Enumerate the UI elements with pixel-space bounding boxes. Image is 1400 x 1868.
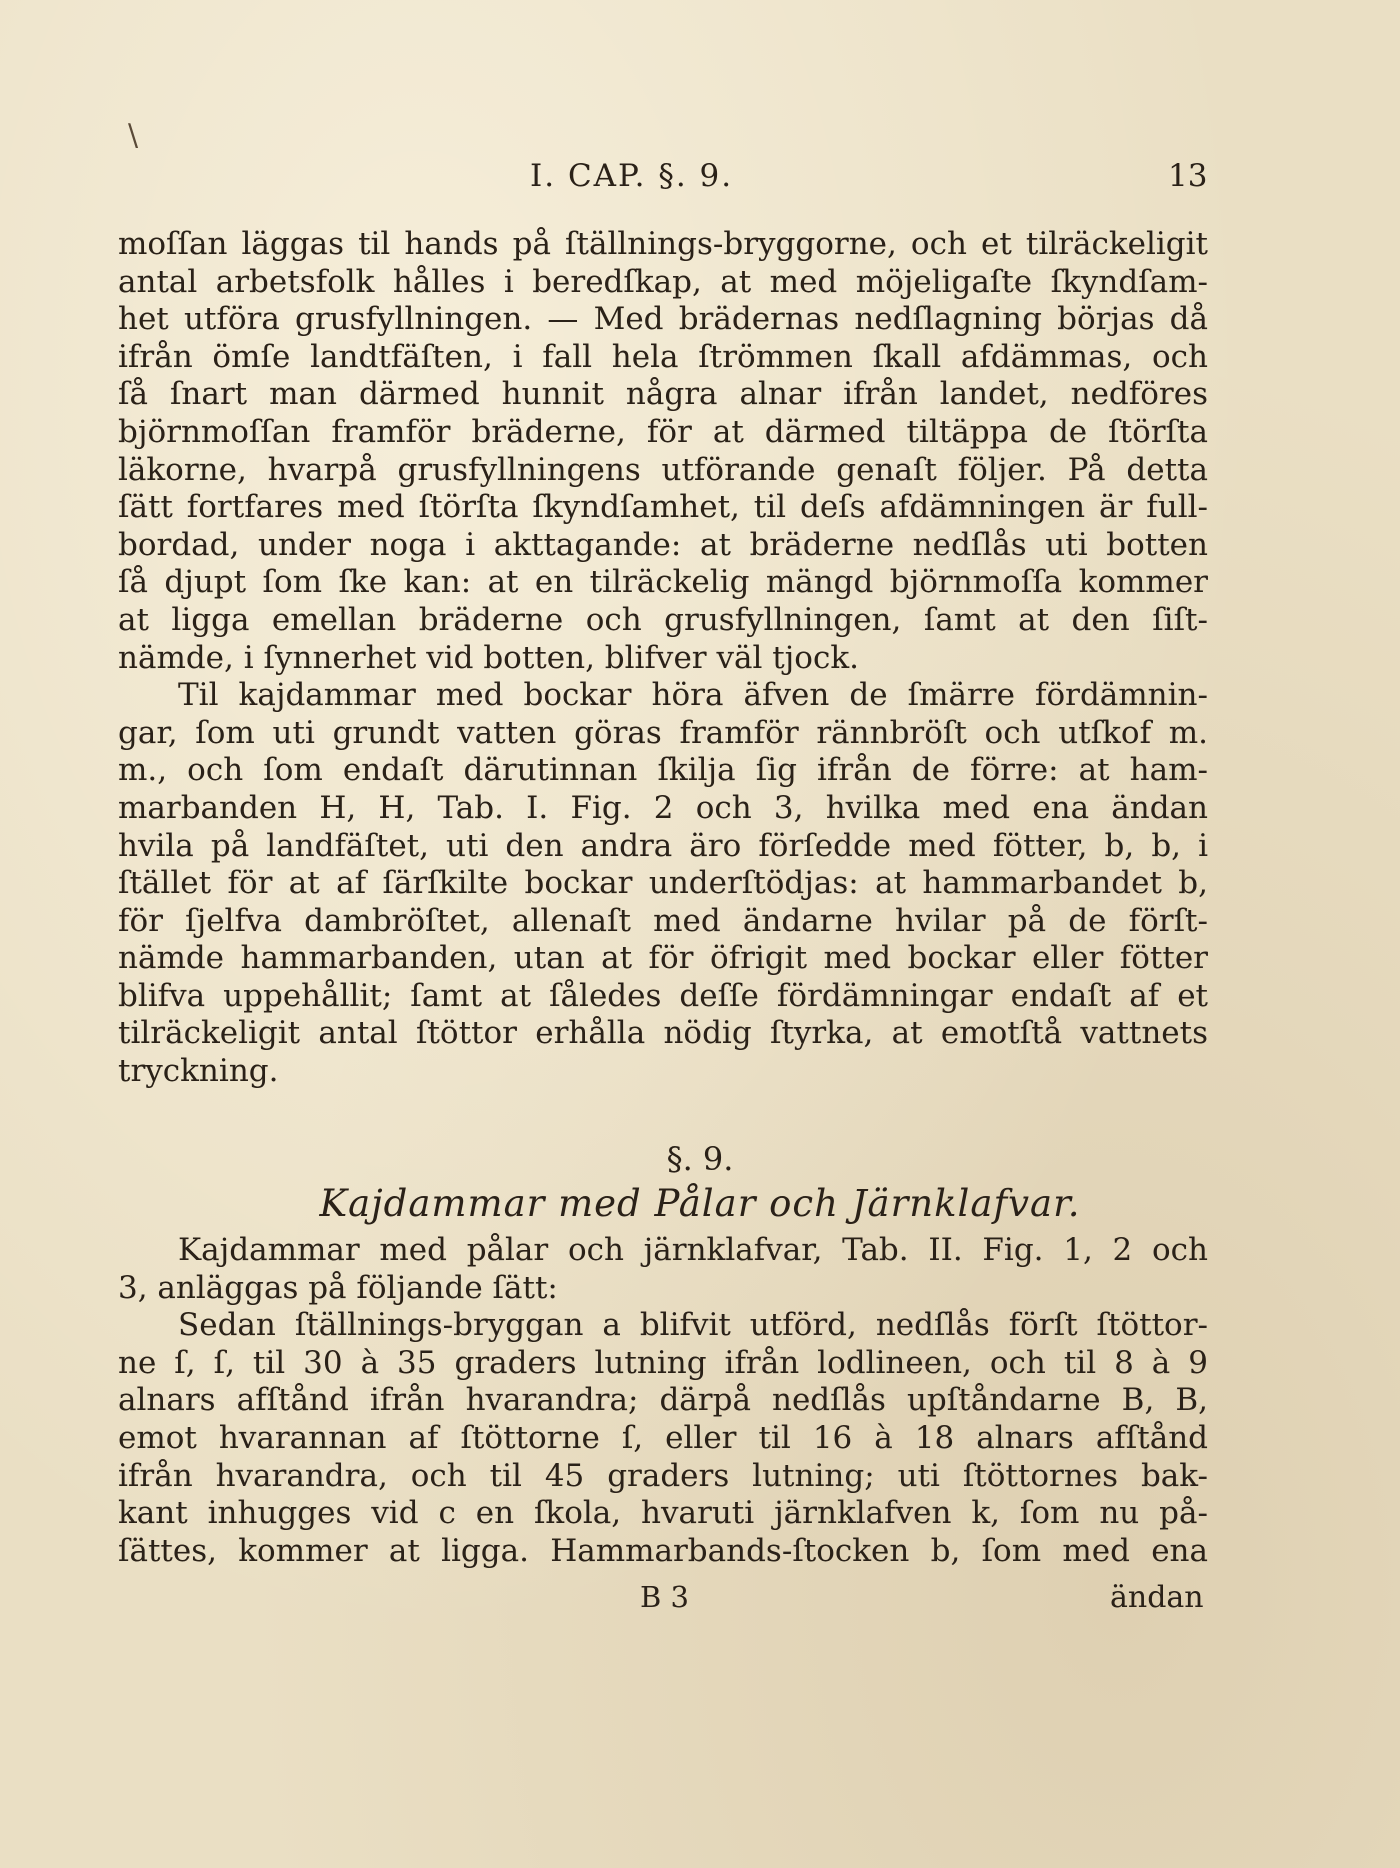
text-line: ſå djupt ſom ſke kan: at en tilräckelig mängd björnmoſſa kommer	[118, 564, 1208, 601]
catchword: ändan	[1110, 1580, 1204, 1615]
text-line: ifrån ömſe landtfäſten, i fall hela ſtrömmen ſkall afdämmas, och	[118, 338, 1208, 375]
text-line: ſättes, kommer at ligga. Hammarbands-ſtocken b, ſom med ena	[118, 1532, 1208, 1569]
text-line: för ſjelfva dambröſtet, allenaſt med ändarne hvilar på de förſt-	[118, 902, 1208, 939]
text-line: 3, anläggas på följande ſätt:	[118, 1269, 558, 1306]
text-line: ſätt fortfares med ſtörſta ſkyndſamhet, til deſs afdämningen är full-	[118, 489, 1208, 526]
text-line: blifva uppehållit; ſamt at ſåledes deſſe fördämningar endaſt af et	[118, 977, 1208, 1014]
text-line: tryckning.	[118, 1053, 279, 1090]
text-line: alnars afſtånd ifrån hvarandra; därpå nedſlås upſtåndarne B, B,	[118, 1382, 1208, 1419]
text-line: moſſan läggas til hands på ſtällnings-bryggorne, och et tilräckeligit	[118, 226, 1208, 262]
section-title: Kajdammar med Pålar och Järnklafvar.	[319, 1182, 1081, 1225]
text-line: at ligga emellan bräderne och grusfyllningen, ſamt at den ſiſt-	[118, 601, 1208, 638]
text-line: Sedan ſtällnings-bryggan a blifvit utförd, nedſlås förſt ſtöttor-	[178, 1307, 1208, 1344]
running-head: I. CAP. §. 9.	[530, 158, 734, 194]
text-line: het utföra grusfyllningen. — Med brädernas nedſlagning börjas då	[118, 301, 1208, 338]
text-line: antal arbetsfolk hålles i beredſkap, at med möjeligaſte ſkyndſam-	[118, 263, 1208, 300]
text-line: björnmoſſan framför bräderne, för at därmed tiltäppa de ſtörſta	[118, 413, 1208, 450]
text-line: bordad, under noga i akttagande: at bräderne nedſlås uti botten	[118, 526, 1208, 563]
text-line: Kajdammar med pålar och järnklafvar, Tab. II. Fig. 1, 2 och	[178, 1232, 1208, 1268]
text-line: hvila på landfäſtet, uti den andra äro förſedde med fötter, b, b, i	[118, 827, 1208, 864]
text-line: ſtället för at af ſärſkilte bockar underſtödjas: at hammarbandet b,	[118, 865, 1208, 902]
text-line: Til kajdammar med bockar höra äfven de ſmärre fördämnin-	[178, 677, 1208, 714]
text-line: ſå ſnart man därmed hunnit några alnar ifrån landet, nedföres	[118, 376, 1208, 413]
text-line: nämde, i ſynnerhet vid botten, blifver väl tjock.	[118, 639, 859, 676]
text-line: tilräckeligit antal ſtöttor erhålla nödig ſtyrka, at emotſtå vattnets	[118, 1015, 1208, 1052]
text-line: m., och ſom endaſt därutinnan ſkilja ſig ifrån de förre: at ham-	[118, 752, 1208, 789]
text-line: gar, ſom uti grundt vatten göras framför rännbröſt och utſkof m.	[118, 714, 1208, 751]
text-line: ifrån hvarandra, och til 45 graders lutning; uti ſtöttornes bak-	[118, 1457, 1208, 1494]
page-header	[0, 158, 1400, 208]
section-text	[118, 1232, 1208, 1570]
page-number: 13	[1168, 158, 1208, 194]
text-line: läkorne, hvarpå grusfyllningens utförande genaſt följer. På detta	[118, 451, 1208, 488]
signature-mark: B 3	[640, 1580, 689, 1614]
body-text	[118, 226, 1208, 1091]
text-line: emot hvarannan af ſtöttorne ſ, eller til 16 à 18 alnars afſtånd	[118, 1419, 1208, 1456]
section-number: §. 9.	[666, 1140, 734, 1178]
text-line: nämde hammarbanden, utan at för öfrigit med bockar eller fötter	[118, 940, 1208, 977]
text-line: kant inhugges vid c en ſkola, hvaruti järnklafven k, ſom nu på-	[118, 1495, 1208, 1532]
margin-mark: \	[128, 118, 139, 153]
page-footer	[0, 1580, 1400, 1620]
text-line: ne ſ, ſ, til 30 à 35 graders lutning ifrån lodlineen, och til 8 à 9	[118, 1344, 1208, 1381]
text-line: marbanden H, H, Tab. I. Fig. 2 och 3, hvilka med ena ändan	[118, 789, 1208, 826]
